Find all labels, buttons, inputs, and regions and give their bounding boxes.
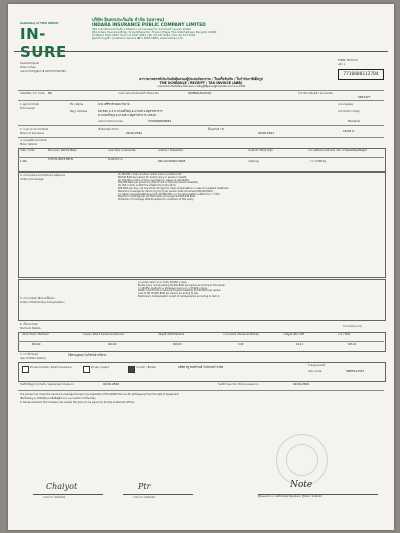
footer-note-en: In witness whereof, the Company has caused this policy to be signed by its duly authorized officers xyxy=(20,401,135,404)
divider xyxy=(18,137,384,138)
customer-service: ศูนย์บริการลูกค้า | Customer Service ☎ 0 2658 5888 | www.indara.co.th xyxy=(92,37,183,41)
footer-note-en2: The insured can check the insurance coverage through Line Application THAI GROUP OR Line ID: @Thaigroup from the date of agreement. xyxy=(20,393,180,396)
coverage-label-th: 4. จำนวนเงินเอาประกันภัย/ความคุ้มครอง xyxy=(20,174,66,177)
vehicle-header: ชื่อรถยนต์ / Vehicle Make xyxy=(48,149,77,152)
vehicle-license: 5กข6723 กท xyxy=(108,158,123,161)
broker-checkbox[interactable] xyxy=(128,366,135,373)
insured-type: Terminal xyxy=(348,119,360,123)
vehicle-label-en: Motor Vehicle xyxy=(20,143,37,146)
logo-tagline: Subsidiary of THAI GROUP xyxy=(20,22,59,25)
coverage-line: Protection of coverage shall be subject to conditions of this policy xyxy=(118,198,194,202)
preliminary-line: Death, loss of limb or total permanent disability 35,000 Baht per person xyxy=(138,289,221,293)
page-number: หน้า 1 xyxy=(338,63,346,66)
coverage-label-en: Limits of Coverage xyxy=(20,178,44,181)
preliminary-label-en: Limits of Preliminary Compensation xyxy=(20,301,65,304)
company-name-th: บริษัท อินทรประกันภัย จำกัด (มหาชน) xyxy=(92,18,165,23)
premium-header: อากรแสตมป์ / Revenue Stamps xyxy=(223,333,259,336)
logo-wordmark: IN-SURE xyxy=(20,25,67,61)
insured-label-en: The Insured xyxy=(20,107,35,110)
company-logo xyxy=(20,22,78,61)
signature-line xyxy=(33,494,103,495)
divider xyxy=(18,100,384,101)
period-from: 09.06.2560 xyxy=(126,131,143,135)
total-value: 645.21 xyxy=(348,343,357,346)
co-code-label: รหัสบริษัท / Co. Code xyxy=(20,92,45,95)
period-to: 09.06.2561 xyxy=(258,131,275,135)
agent-checkbox[interactable] xyxy=(83,366,90,373)
branch-head: สาขาสำนักงานใหญ่ xyxy=(338,110,360,113)
broker-name: บริษัท ทรู อินชัวรันส์ โบรกเกอร์ จำกัด xyxy=(178,365,224,369)
premium-header: เบี้ยสุทธิ / Net Premium xyxy=(158,333,185,336)
title-th: ตารางกรมธรรม์ประกันภัยคุ้มครองผู้ประสบภัยจากรถ / ใบเสร็จรับเงิน / ใบกำกับภาษีเต็มรูป xyxy=(139,77,263,81)
coverage-line: (1) 80,000 บาท/คน สำหรับความเสียหายต่อร่างกายหรืออนามัย xyxy=(118,173,182,176)
premium-header: เบี้ยประกันภัย / Premium xyxy=(22,333,49,336)
policy-no: 01MB01/022519 xyxy=(188,91,212,95)
usage-value: ใช้ส่วนบุคคล ไม่ใช่รับจ้างให้เช่า xyxy=(68,353,107,357)
footer-note-th: เพื่อเป็นหลักฐาน บริษัทได้ลงลายมือชื่อผู้มีอำนาจ และประทับตราไว้เป็นสำคัญ xyxy=(20,397,96,400)
broker-label: นายหน้า / Broker xyxy=(136,366,156,369)
branch-label: สำนักงานใหญ่ xyxy=(20,66,36,69)
agreement-date: 09.06.2560 xyxy=(103,382,120,386)
vehicle-header: แบบตัวถัง / Body Type xyxy=(248,149,273,152)
net-premium-value: 600.00 xyxy=(173,343,182,346)
subtitle: กรมธรรม์ประกันภัยนี้ออกให้ตามพระราชบัญญัติคุ้มครองผู้ประสบภัยจากรถ พ.ศ. 2535 xyxy=(157,85,245,88)
coverage-line: 80,000 Baht per person for bodily injury or severe in health xyxy=(118,175,187,179)
from-label: เริ่มต้นวันที่ / From xyxy=(98,128,119,131)
coverage-line: ความคุ้มครองสูงสุดต่ออุบัติเหตุแต่ละครั้ง 10,000,000 บาท ในกรณีรถยนต์มีจำนวนที่นั่งเกินกว่า 7 ที่นั่ง xyxy=(118,192,220,196)
insured-label-th: 1. ผู้เอาประกันภัย xyxy=(20,103,40,106)
id-label: เลขประจำตัวประชาชน xyxy=(98,120,124,123)
preliminary-line: การเสียชีวิต สูญเสียอวัยวะ หรือทุพพลภาพอย่างถาวร 35,000 บาท/คน xyxy=(138,286,208,290)
type-label: ประเภทบุคคล xyxy=(338,103,353,106)
co-code: MC xyxy=(48,91,53,95)
authorized-label: ผู้รับมอบอำนาจ / Authorized Signature / ผู้รับเงิน / Collector xyxy=(258,495,322,498)
vat-value: 42.21 xyxy=(296,343,303,346)
period-label-en: Period of Insurance xyxy=(20,132,45,135)
preliminary-line: Bodily injury not exceeding 30,000 Baht per person according to the actual xyxy=(138,283,225,287)
name-label: ชื่อ / Name xyxy=(70,103,84,106)
preliminary-lines xyxy=(138,282,378,299)
coverage-line: (3) 200 บาท/วัน กรณีเข้ารักษาเป็นผู้ป่วยใน ไม่เกิน 20 วัน xyxy=(118,184,176,188)
period-time: 16.00 น. xyxy=(343,129,355,133)
stamp-value: 3.00 xyxy=(238,343,244,346)
vehicle-label-th: 3. รถยนต์ที่เอาประกันภัย xyxy=(20,139,47,142)
issued-date-label: วันที่ทำกรมธรรม์ / Policy issued on xyxy=(218,383,259,386)
preliminary-line: ความเสียหายต่อร่างกาย ไม่เกิน 30,000 บาท/คน xyxy=(138,281,187,284)
premium-label-th: 6. เบี้ยประกันภัย xyxy=(20,323,38,326)
divider xyxy=(18,341,384,342)
divider xyxy=(18,390,384,391)
preliminary-label-th: 5. จำนวนเงินค่าเสียหายเบื้องต้น xyxy=(20,297,55,300)
premium-header: ส่วนลด / Direct Insurance Discount xyxy=(83,333,124,336)
premium-value: 600.00 xyxy=(32,343,41,346)
vehicle-header: ลำดับ / Code xyxy=(20,149,35,152)
discount-value: 600.00 xyxy=(108,343,117,346)
coverage-line: 500,000 Baht per person for loss of limb or total permanent disability xyxy=(118,181,198,185)
company-address-en: 364 Indara Insurance Bldg., Si Ayutthaya Rd., Thanon Phaya Thai, Ratchathewi, Bangkok 10400 xyxy=(92,31,217,35)
signature-director-2: Ptr xyxy=(138,482,151,491)
vehicle-header: จำนวนที่นั่ง/ขนาด/น้ำหนัก / No. of Seats/Size/Weight xyxy=(308,149,367,152)
director-1-label: กรรมการ / Director xyxy=(43,496,66,499)
vehicle-body: เก๋งสี่ประตู xyxy=(248,160,259,163)
to-label: สิ้นสุดวันที่ / To xyxy=(208,128,225,131)
header-divider xyxy=(14,51,388,52)
company-info xyxy=(92,16,312,40)
copy-label: ต้นฉบับ/Original xyxy=(20,62,39,65)
premium-label-en: Premium Details xyxy=(20,327,41,330)
agent-code: SMP5112347 xyxy=(346,369,365,373)
insured-address: 65/380 ม.3 ต.บางพลีใหญ่ อ.บางพลี จ.สมุทรปราการ xyxy=(98,109,163,113)
company-name-en: INDARA INSURANCE PUBLIC COMPANY LIMITED xyxy=(92,23,206,28)
form-number: FORM: MI-TS-04 xyxy=(338,59,358,62)
divider xyxy=(18,125,384,126)
coverage-line: Maximum coverage per accident shall not exceed 10,000,000 Baht xyxy=(118,195,196,199)
issued-date: 09.06.2560 xyxy=(293,382,310,386)
vehicle-seats: - / 7 / 2,000 Kg. xyxy=(308,160,327,163)
signature-authorized: Note xyxy=(290,480,313,490)
coverage-line: 200 Baht per day, not more than 20 days for daily compensation in case of in-patient treatment xyxy=(118,186,229,190)
vehicle-header: เลขตัวถัง / Chassis No. xyxy=(158,149,184,152)
company-seal-inner xyxy=(286,444,318,476)
title-en: THE SCHEDULE / RECEIPT / TAX INVOICE (ABB) xyxy=(159,81,243,85)
vehicle-chassis: KRV-1ACA5060119998 xyxy=(158,160,186,163)
address-label: ที่อยู่ / Address xyxy=(70,110,88,113)
tax-id: เลขประจำตัวผู้เสียภาษี 0107537000394 xyxy=(20,70,66,73)
preliminary-line: Preliminary Compensation is part of compensation according to item 4. xyxy=(138,294,221,298)
company-tel: โทรศัพท์ 0 2247 9261 โทรสาร 0 2247 9263 | Tel. 02 247 9261 | Fax. 02 247 9263 xyxy=(92,34,196,38)
usage-label-th: 7. การใช้รถยนต์ xyxy=(20,353,39,356)
preliminary-line: Loss of life 35,000 Baht per person according to law xyxy=(138,292,198,296)
company-address-th: 364 อาคารอินทรประกันภัย ถ.ศรีอยุธยา แขวงถนนพญาไท เขตราชเทวี กรุงเทพฯ 10400 xyxy=(92,28,191,31)
period-label-th: 2. ระยะเวลาเอาประกันภัย xyxy=(20,128,49,131)
coverage-line: Maximum coverage for items (1),(2),(3) per person shall not exceed 504,000 Baht xyxy=(118,189,213,193)
vehicle-code: 1.40A xyxy=(20,160,27,163)
director-2-label: กรรมการ / Director xyxy=(133,496,156,499)
document-number: 7710000112784 xyxy=(338,69,384,80)
policy-document xyxy=(8,4,394,530)
usage-label-en: Use of Motor Vehicle xyxy=(20,357,46,360)
code-label: รหัส / Code xyxy=(308,370,322,373)
invoice-no: 0003427 xyxy=(358,95,371,99)
vehicle-header: เลขทะเบียน / License No. xyxy=(108,149,137,152)
direct-label: ตัวแทนประกันภัย / Direct Insurance xyxy=(30,366,72,369)
agent-label: ตัวแทน / Agent xyxy=(91,366,109,369)
vehicle-make: TOYOTA WILTZ BEVIS xyxy=(48,158,74,161)
invoice-label: ใบกำกับภาษีเลขที่ / Invoice No. xyxy=(298,92,334,95)
signature-line xyxy=(123,494,193,495)
policy-no-label: กรมธรรม์ประกันภัยเลขที่ / Policy No. xyxy=(118,92,160,95)
license-label: ใบอนุญาตเลขที่ xyxy=(308,364,325,367)
coverage-line: (2) 500,000 บาท/คน สำหรับการสูญเสียอวัยวะ ทุพพลภาพ หรือเสียชีวิต xyxy=(118,178,190,182)
currency-label: จำนวนเงิน (บาท) xyxy=(343,325,362,328)
insured-address-2: ต.บางพลีใหญ่ อ.บางพลี จ.สมุทรปราการ 10540 xyxy=(98,113,157,117)
agreement-date-label: วันที่ทำสัญญาประกันภัย / Agreement made on xyxy=(20,383,74,386)
premium-header: รวม / Total xyxy=(338,333,351,336)
insured-name: นาย เสรีชาติ ทองมากมาย xyxy=(98,102,130,106)
coverage-lines xyxy=(118,174,378,202)
signature-director-1: Chaiyot xyxy=(46,482,78,491)
premium-header: ภาษีมูลค่าเพิ่ม / VAT xyxy=(283,333,305,336)
insured-id: 3709900008844 xyxy=(148,119,172,123)
direct-checkbox[interactable] xyxy=(22,366,29,373)
